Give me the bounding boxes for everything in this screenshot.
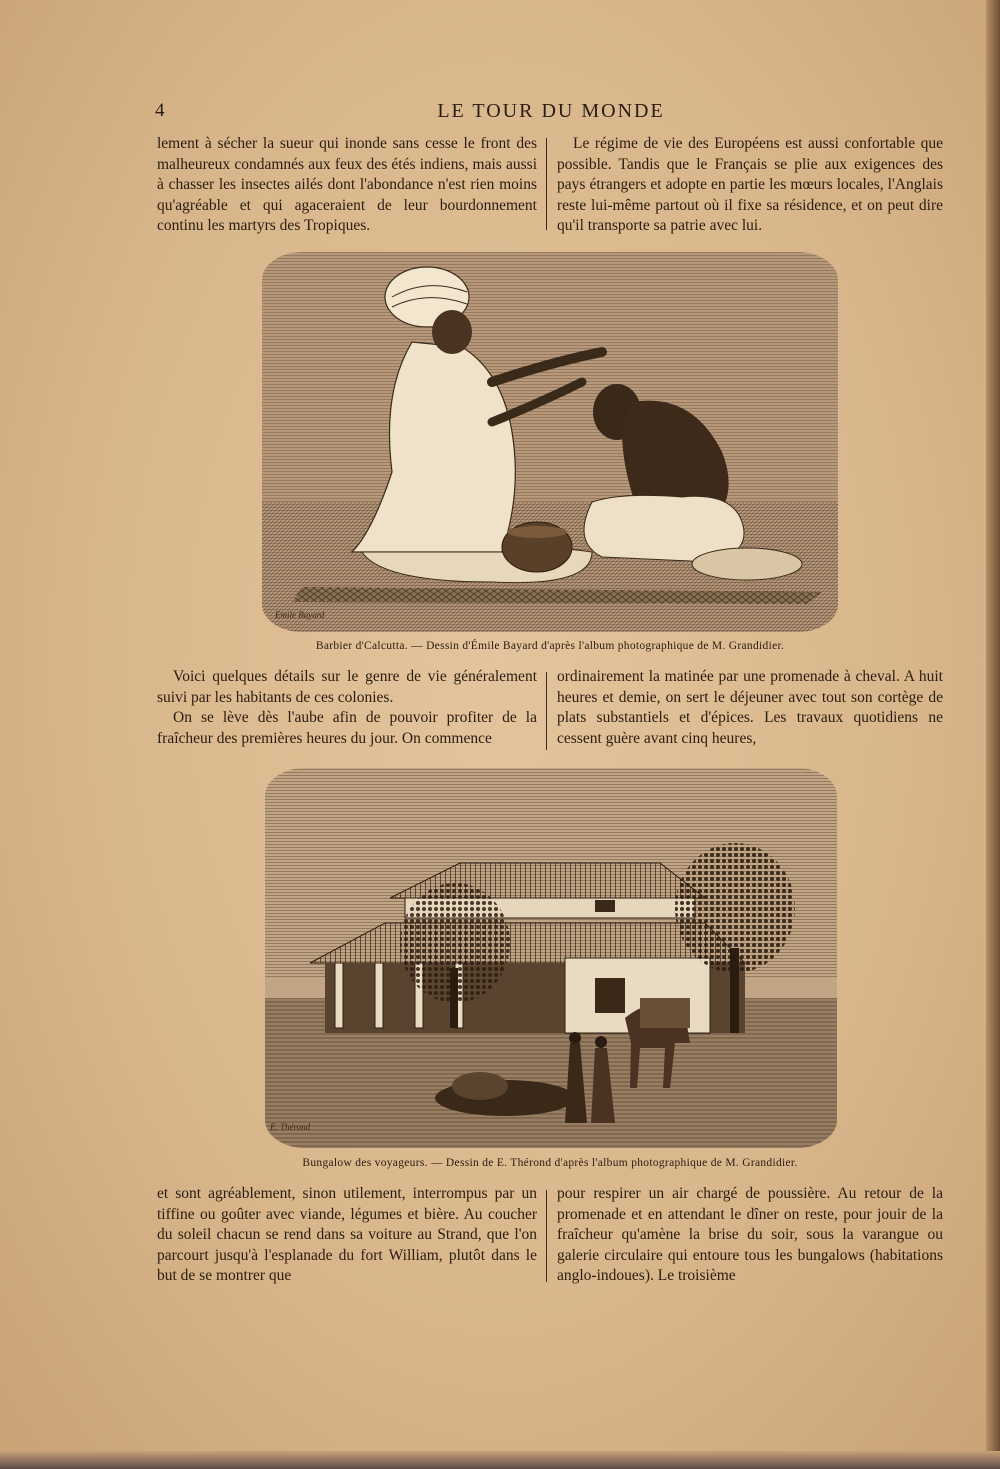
middle-left-column bbox=[157, 667, 537, 749]
running-title: LE TOUR DU MONDE bbox=[437, 100, 665, 122]
top-right-column bbox=[557, 134, 943, 237]
bungalow-illustration bbox=[265, 768, 837, 1148]
paragraph: Le régime de vie des Européens est aussi confortable que possible. Tandis que le Français se plie aux exigences des pays étrangers et adopte en partie les mœurs locales, l'Anglais reste lui-même partout où il fixe sa résidence, et on peut dire qu'il transporte sa patrie avec lui. bbox=[557, 135, 943, 235]
page-number: 4 bbox=[155, 100, 165, 121]
page-bottom-edge bbox=[0, 1451, 1000, 1469]
column-rule bbox=[546, 672, 547, 750]
barber-illustration bbox=[262, 252, 838, 632]
paragraph: et sont agréablement, sinon utilement, interrompus par un tiffine ou goûter avec viande, légumes et bière. Au coucher du soleil chacun se rend dans sa voiture au Strand, que l'on parcourt jusqu'à l'esplanade du fort William, plutôt dans le but de se montrer que bbox=[157, 1185, 537, 1285]
figure-caption: Barbier d'Calcutta. — Dessin d'Émile Bayard d'après l'album photographique de M. Grandidier. bbox=[315, 640, 785, 652]
middle-right-column bbox=[557, 667, 943, 749]
figure-bungalow-engraving bbox=[265, 768, 837, 1148]
bottom-left-column bbox=[157, 1184, 537, 1287]
column-rule bbox=[546, 1190, 547, 1282]
figure-caption: Bungalow des voyageurs. — Dessin de E. Thérond d'après l'album photographique de M. Grandidier. bbox=[302, 1157, 798, 1169]
figure-barber-engraving bbox=[262, 252, 838, 632]
top-left-column bbox=[157, 134, 537, 237]
paragraph: Voici quelques détails sur le genre de vie généralement suivi par les habitants de ces colonies. bbox=[157, 668, 537, 706]
column-rule bbox=[546, 138, 547, 230]
artist-signature: Emile Bayard bbox=[275, 610, 325, 620]
running-header bbox=[155, 100, 947, 126]
bottom-right-column bbox=[557, 1184, 943, 1287]
book-spine-edge bbox=[986, 0, 1000, 1469]
paragraph: lement à sécher la sueur qui inonde sans cesse le front des malheureux condamnés aux feux des étés indiens, mais aussi à chasser les insectes ailés dont l'abondance n'est rien moins qu'agréable et qui agaceraient de leur bourdonnement continu les martyrs des Tropiques. bbox=[157, 135, 537, 235]
paragraph: On se lève dès l'aube afin de pouvoir profiter de la fraîcheur des premières heures du jour. On commence bbox=[157, 709, 537, 747]
paragraph: ordinairement la matinée par une promenade à cheval. A huit heures et demie, on sert le déjeuner avec tout son cortège de plats substantiels et d'épices. Les travaux quotidiens ne cessent guère avant cinq heures, bbox=[557, 668, 943, 747]
paragraph: pour respirer un air chargé de poussière. Au retour de la promenade et en attendant le dîner on reste, pour jouir de la fraîcheur qu'amène la brise du soir, sous la varangue ou galerie circulaire qui entoure tous les bungalows (habitations anglo-indoues). Le troisième bbox=[557, 1185, 943, 1285]
artist-signature: E. Thérond bbox=[270, 1122, 311, 1132]
